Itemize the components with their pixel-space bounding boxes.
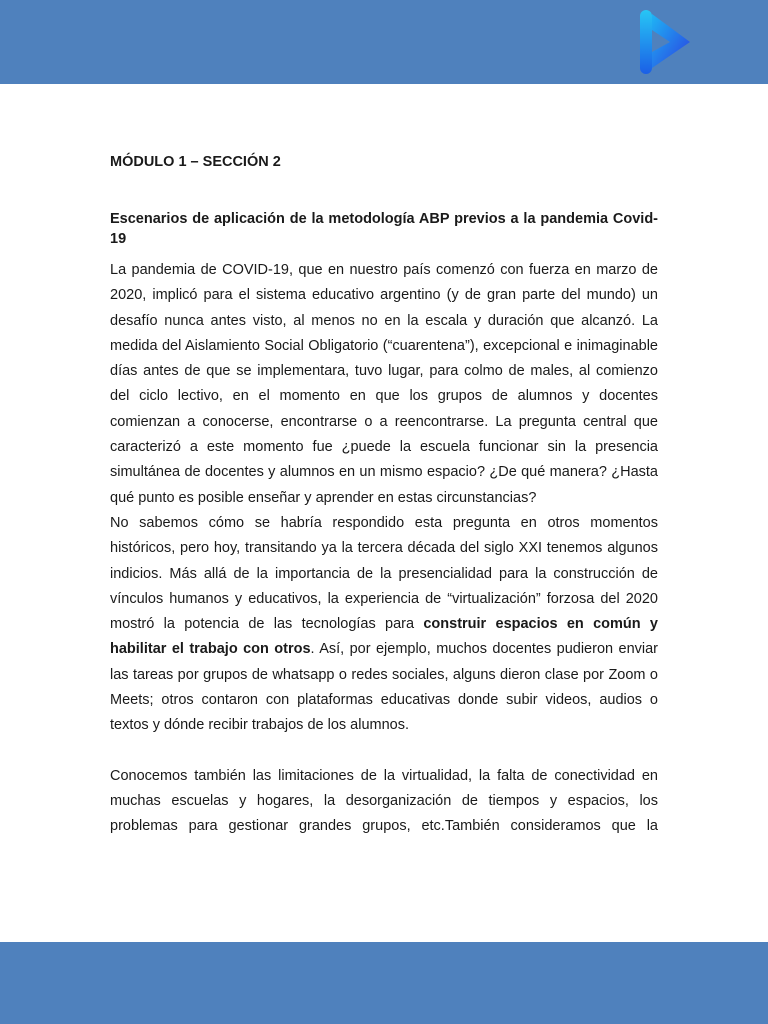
document-body bbox=[110, 150, 658, 840]
play-logo-icon bbox=[636, 6, 696, 78]
paragraph-2-bold: construir espacios en común y habilitar el trabajo con otros bbox=[110, 616, 658, 658]
paragraph-2-start: No sabemos cómo se habría respondido esta pregunta en otros momentos históricos, pero hoy, transitando ya la tercera década del siglo XXI tenemos algunos indicios. Más allá de la importancia de la presencialidad para la construcción de vínculos humanos y educativos, la experiencia de “virtualización” forzosa del 2020 mostró la potencia de las tecnologías para bbox=[110, 514, 658, 633]
paragraph-3: Conocemos también las limitaciones de la virtualidad, la falta de conectividad en muchas escuelas y hogares, la desorganización de tiempos y espacios, los problemas para gestionar grandes grupos, etc.También consideramos que la bbox=[110, 767, 658, 835]
paragraph-1: La pandemia de COVID-19, que en nuestro país comenzó con fuerza en marzo de 2020, implicó para el sistema educativo argentino (y de gran parte del mundo) un desafío nunca antes visto, al menos no en la escala y duración que alcanzó. La medida del Aislamiento Social Obligatorio (“cuarentena”), excepcional e inimaginable días antes de que se implementara, tuvo lugar, para colmo de males, al comienzo del ciclo lectivo, en el momento en que los grupos de alumnos y docentes comienzan a conocerse, encontrarse o a reencontrarse. La pregunta central que caracterizó a este momento fue ¿puede la escuela funcionar sin la presencia simultánea de docentes y alumnos en un mismo espacio? ¿De qué manera? ¿Hasta qué punto es posible enseñar y aprender en estas circunstancias? bbox=[110, 262, 658, 506]
header-band bbox=[0, 0, 768, 84]
footer-band bbox=[0, 942, 768, 1024]
paragraph-2-end: . Así, por ejemplo, muchos docentes pudieron enviar las tareas por grupos de whatsapp o redes sociales, alguns dieron clase por Zoom o Meets; otros contaron con plataformas educativas donde subir videos, audios o textos y dónde recibir trabajos de los alumnos. bbox=[110, 641, 658, 734]
paragraph-2 bbox=[110, 511, 658, 739]
section-heading: Escenarios de aplicación de la metodología ABP previos a la pandemia Covid-19 bbox=[110, 211, 658, 247]
module-title: MÓDULO 1 – SECCIÓN 2 bbox=[110, 154, 281, 170]
